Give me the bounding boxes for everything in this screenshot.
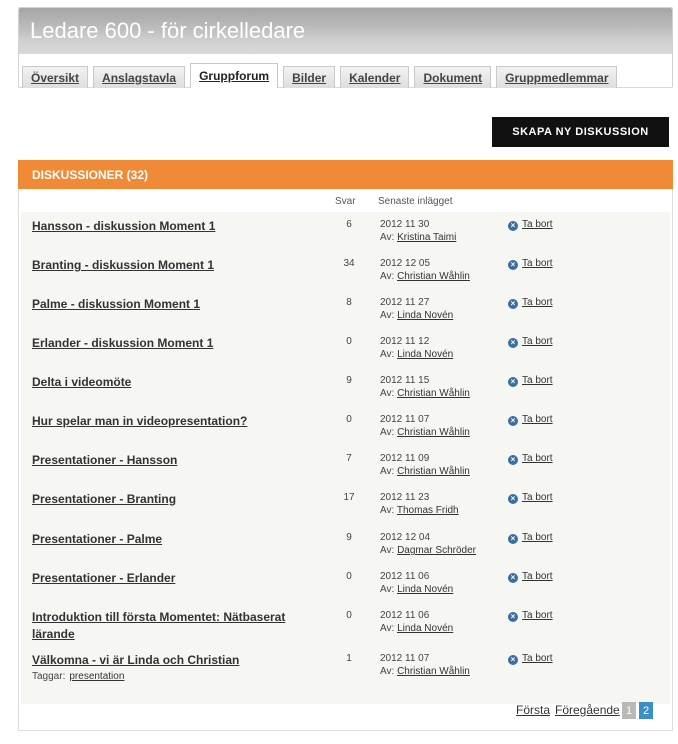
delete-discussion-button[interactable] — [508, 374, 553, 388]
reply-count: 9 — [346, 532, 352, 543]
delete-label: Ta bort — [522, 375, 553, 386]
discussion-title-link[interactable]: Presentationer - Branting — [32, 492, 177, 506]
latest-post-date: 2012 11 09 — [380, 453, 430, 464]
discussion-title-link[interactable]: Välkomna - vi är Linda och Christian — [32, 653, 240, 667]
new-discussion-button[interactable]: SKAPA NY DISKUSSION — [492, 117, 669, 147]
delete-label: Ta bort — [522, 453, 553, 464]
tags-label: Taggar: — [32, 671, 66, 682]
author-prefix: Av: — [380, 505, 395, 516]
author-link[interactable]: Kristina Taimi — [397, 232, 457, 243]
author-prefix: Av: — [380, 623, 395, 634]
tab-bar — [22, 59, 622, 88]
latest-post-date: 2012 11 12 — [380, 336, 430, 347]
reply-count: 8 — [346, 297, 352, 308]
delete-label: Ta bort — [522, 297, 553, 308]
delete-discussion-button[interactable] — [508, 452, 553, 466]
reply-count: 6 — [346, 219, 352, 230]
discussions-heading: DISKUSSIONER (32) — [18, 160, 673, 189]
author-prefix: Av: — [380, 584, 395, 595]
delete-discussion-button[interactable] — [508, 413, 553, 427]
delete-label: Ta bort — [522, 414, 553, 425]
latest-post-date: 2012 11 06 — [380, 571, 430, 582]
delete-icon: × — [508, 260, 518, 270]
latest-post-author — [380, 504, 459, 518]
latest-post-date: 2012 11 27 — [380, 297, 430, 308]
discussion-title-link[interactable]: Introduktion till första Momentet: Nätbaserat lärande — [32, 610, 286, 641]
latest-post-date: 2012 11 07 — [380, 414, 430, 425]
reply-count: 0 — [346, 571, 352, 582]
tab-oversikt[interactable]: Översikt — [22, 66, 88, 88]
discussion-title-link[interactable]: Presentationer - Erlander — [32, 571, 176, 585]
latest-post-author — [380, 426, 470, 440]
delete-icon: × — [508, 299, 518, 309]
tab-gruppmedlemmar[interactable]: Gruppmedlemmar — [496, 66, 617, 88]
latest-post-author — [380, 665, 470, 679]
discussion-title-link[interactable]: Presentationer - Hansson — [32, 453, 178, 467]
tab-anslagstavla[interactable]: Anslagstavla — [93, 66, 185, 88]
latest-post-author — [380, 309, 453, 323]
latest-post-author — [380, 583, 453, 597]
author-link[interactable]: Christian Wåhlin — [397, 427, 470, 438]
reply-count: 0 — [346, 610, 352, 621]
discussion-title-link[interactable]: Hansson - diskussion Moment 1 — [32, 219, 216, 233]
author-link[interactable]: Linda Novén — [397, 584, 454, 595]
author-link[interactable]: Christian Wåhlin — [397, 271, 470, 282]
reply-count: 17 — [343, 492, 355, 503]
delete-icon: × — [508, 573, 518, 583]
discussion-title-link[interactable]: Hur spelar man in videopresentation? — [32, 414, 248, 428]
discussion-title-link[interactable]: Palme - diskussion Moment 1 — [32, 297, 201, 311]
author-prefix: Av: — [380, 466, 395, 477]
author-link[interactable]: Christian Wåhlin — [397, 466, 470, 477]
tab-dokument[interactable]: Dokument — [414, 66, 491, 88]
group-title: Ledare 600 - för cirkelledare — [30, 18, 306, 43]
pager-first-link[interactable]: Första — [516, 703, 551, 717]
discussion-title-link[interactable]: Presentationer - Palme — [32, 532, 163, 546]
latest-post-date: 2012 11 07 — [380, 653, 430, 664]
delete-label: Ta bort — [522, 532, 553, 543]
author-prefix: Av: — [380, 666, 395, 677]
delete-label: Ta bort — [522, 571, 553, 582]
latest-post-author — [380, 348, 453, 362]
delete-icon: × — [508, 221, 518, 231]
pager — [19, 702, 672, 720]
reply-count: 7 — [346, 453, 352, 464]
author-prefix: Av: — [380, 545, 395, 556]
latest-post-date: 2012 11 23 — [380, 492, 430, 503]
latest-post-date: 2012 12 05 — [380, 258, 431, 269]
column-header-latest: Senaste inlägget — [378, 196, 453, 207]
author-prefix: Av: — [380, 388, 395, 399]
delete-label: Ta bort — [522, 336, 553, 347]
author-link[interactable]: Linda Novén — [397, 349, 454, 360]
delete-icon: × — [508, 534, 518, 544]
delete-label: Ta bort — [522, 492, 553, 503]
latest-post-author — [380, 387, 470, 401]
pager-previous-link[interactable]: Föregående — [555, 703, 620, 717]
delete-icon: × — [508, 494, 518, 504]
discussion-tags — [32, 671, 124, 682]
discussion-title-link[interactable]: Branting - diskussion Moment 1 — [32, 258, 215, 272]
reply-count: 1 — [346, 653, 352, 664]
delete-discussion-button[interactable] — [508, 570, 553, 584]
reply-count: 9 — [346, 375, 352, 386]
delete-discussion-button[interactable] — [508, 609, 553, 623]
delete-discussion-button[interactable] — [508, 531, 553, 545]
latest-post-author — [380, 544, 476, 558]
discussion-title-link[interactable]: Erlander - diskussion Moment 1 — [32, 336, 214, 350]
delete-label: Ta bort — [522, 610, 553, 621]
delete-icon: × — [508, 455, 518, 465]
delete-icon: × — [508, 338, 518, 348]
author-link[interactable]: Christian Wåhlin — [397, 388, 470, 399]
tag-link[interactable]: presentation — [69, 671, 125, 682]
latest-post-author — [380, 270, 470, 284]
reply-count: 0 — [346, 336, 352, 347]
column-header-replies: Svar — [335, 196, 356, 207]
delete-discussion-button[interactable] — [508, 652, 553, 666]
author-link[interactable]: Dagmar Schröder — [397, 545, 476, 556]
author-link[interactable]: Christian Wåhlin — [397, 666, 470, 677]
delete-discussion-button[interactable] — [508, 296, 553, 310]
author-prefix: Av: — [380, 310, 395, 321]
pager-page-2-current[interactable]: 2 — [639, 702, 653, 719]
pager-page-1[interactable]: 1 — [622, 702, 636, 719]
delete-label: Ta bort — [522, 258, 553, 269]
delete-discussion-button[interactable] — [508, 491, 553, 505]
discussion-title-link[interactable]: Delta i videomöte — [32, 375, 132, 389]
latest-post-date: 2012 11 15 — [380, 375, 430, 386]
author-link[interactable]: Linda Novén — [397, 310, 454, 321]
reply-count: 34 — [343, 258, 355, 269]
author-prefix: Av: — [380, 271, 395, 282]
latest-post-date: 2012 11 30 — [380, 219, 430, 230]
latest-post-author — [380, 622, 453, 636]
delete-icon: × — [508, 655, 518, 665]
delete-discussion-button[interactable] — [508, 257, 553, 271]
delete-icon: × — [508, 416, 518, 426]
delete-label: Ta bort — [522, 219, 553, 230]
delete-discussion-button[interactable] — [508, 218, 553, 232]
latest-post-author — [380, 231, 456, 245]
latest-post-author — [380, 465, 470, 479]
tab-bilder[interactable]: Bilder — [283, 66, 335, 88]
author-prefix: Av: — [380, 349, 395, 360]
tab-kalender[interactable]: Kalender — [340, 66, 409, 88]
latest-post-date: 2012 12 04 — [380, 532, 431, 543]
group-header — [18, 7, 673, 88]
delete-icon: × — [508, 377, 518, 387]
delete-discussion-button[interactable] — [508, 335, 553, 349]
discussions-panel — [18, 160, 673, 731]
reply-count: 0 — [346, 414, 352, 425]
latest-post-date: 2012 11 06 — [380, 610, 430, 621]
tab-gruppforum[interactable]: Gruppforum — [190, 63, 278, 88]
delete-label: Ta bort — [522, 653, 553, 664]
author-link[interactable]: Linda Novén — [397, 623, 454, 634]
author-prefix: Av: — [380, 427, 395, 438]
author-prefix: Av: — [380, 232, 395, 243]
delete-icon: × — [508, 612, 518, 622]
author-link[interactable]: Thomas Fridh — [396, 505, 459, 516]
